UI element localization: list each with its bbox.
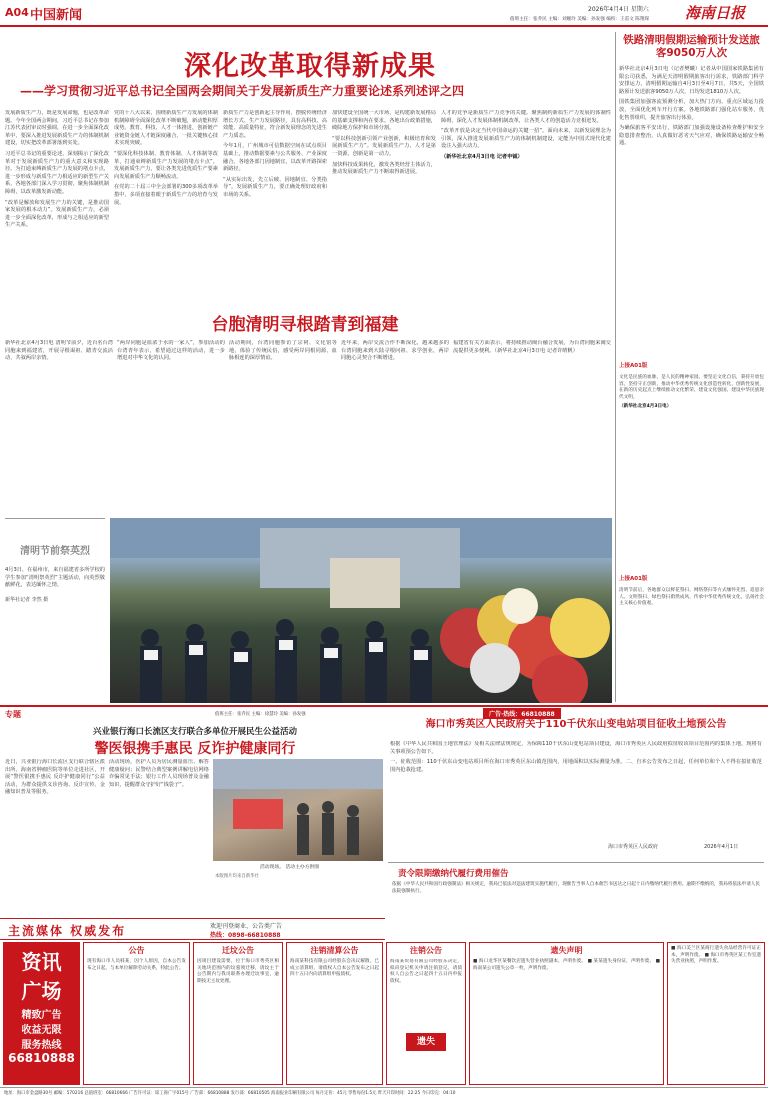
classified-title: 注销公告 <box>410 946 442 955</box>
sidebar-title: 铁路清明假期运输预计发送旅客9050万人次 <box>623 34 760 59</box>
lead-paragraph: “改革开放是决定当代中国命运的关键一招”。面向未来，以新发展理念为引领，深入推进发展新质生产力的体制机制建设，定能为中国式现代化建设注入强大动力。 <box>441 128 611 150</box>
caption-credit: 新华社记者 李然 摄 <box>5 596 49 603</box>
footer <box>0 1087 768 1097</box>
lead-column-3 <box>223 110 327 306</box>
classified-notice-2 <box>193 942 283 1085</box>
feature-column-1: 近日，兴业银行海口长流区支行联合辖区派出所、海南省肿瘤医院等单位走进社区，开展“警医银携手惠民 反诈护健康同行”公益活动，为群众提供义诊咨询、反诈宣传、金融知识普及等服务。 <box>5 759 105 796</box>
newspaper-logo: 海南日报 <box>685 4 746 22</box>
news-photo <box>110 518 612 703</box>
ad-banner-slogan: 主流媒体 权威发布 <box>8 924 127 938</box>
classified-logo-sub1: 精致广告 <box>21 1010 62 1021</box>
feature-headline: 警医银携手惠民 反诈护健康同行 <box>94 741 296 757</box>
sidebar-byline: （新华社北京4月3日电） <box>619 404 672 410</box>
classified-logo-sub2: 收益无限 <box>21 1025 62 1036</box>
lead-byline: （新华社北京4月3日电 记者申铖） <box>441 153 523 160</box>
footer-info: 地址：海口市金盘路30号 邮编：570216 总值班室：66810666 广告许可证：琼工商广字015号 广告部：66810888 发行部：66810505 海南报业印刷有限公司 每月定价：45元 零售每份1.5元 昨天开印时间：22:25 今日印完：04:10 <box>4 1091 456 1096</box>
photo-frame-line <box>5 518 105 519</box>
debt-notice <box>388 862 764 922</box>
debt-notice-body: 依据《中华人民共和国行政强制法》相关规定，我局已依法对违法建筑实施代履行，现催告当事人自本催告书送达之日起十日内缴纳代履行费用。逾期不缴纳的，我局将依法申请人民法院强制执行。 <box>392 882 760 894</box>
story-column-2: “两岸同胞是血浓于水的一家人”，参加活动的台湾青年表示，希望通过这样的活动，进一步增进对中华文化的认同。 <box>117 340 225 362</box>
editor-credits: 值班主任：张乔民 主编：刘婉玲 美编：孙发强 编校：王雷文 陈翔琛 <box>510 17 650 22</box>
classified-title: 注销清算公告 <box>310 946 359 955</box>
lead-paragraph: 党的十八大以来，围绕新质生产力发展的体制机制障碍全面深化改革不断破题，新动能积厚成势。教育、科技、人才一体推进，创新链产业链资金链人才链深度融合，一批关键核心技术实现突破。 <box>114 110 218 147</box>
issue-date: 2026年4月4日 星期六 <box>588 6 649 13</box>
caption-title: 清明节前祭英烈 <box>20 546 90 557</box>
classified-title: 迁坟公告 <box>222 946 254 955</box>
ad-banner-phone: 热线：0898-66810888 <box>210 932 281 939</box>
notice-paragraph: 根据《中华人民共和国土地管理法》及相关法律法规规定，为保障110千伏东山变电站项目建设，海口市秀英区人民政府拟征收该项目范围内的集体土地，现将有关事项预公告如下。 <box>390 741 762 755</box>
story-headline: 台胞清明寻根踏青到福建 <box>211 315 399 335</box>
classified-logo-sub3: 服务热线 <box>21 1040 62 1051</box>
lead-paragraph: “从实际出发，先立后破、因地制宜、分类指导”。发展新质生产力，要正确处理好政府和市场的关系。 <box>223 176 327 198</box>
sidebar-paragraph: 新华社北京4月3日电（记者樊曦）记者从中国国家铁路集团有限公司获悉，为满足天清明假期旅客出行需求，铁路部门科学安排运力，清明假期运输自4月3日至4月7日，共5天，全国铁路预计发送旅客9050万人次，日均发送1810万人次。 <box>619 66 764 95</box>
classified-body: 海南某贸易有限公司经股东决定，拟向登记机关申请注销登记，请债权人自公告之日起四十五日内申报债权。 <box>390 959 462 984</box>
continued-tag: 上接A01版 <box>619 363 648 369</box>
government-notice <box>388 707 764 862</box>
classified-notice-4 <box>386 942 466 1085</box>
ad-banner-invite: 欢迎刊登商业、公告类广告 <box>210 923 283 930</box>
classified-title: 遗失声明 <box>550 946 583 955</box>
lead-paragraph: 人才的竞争是新质生产力竞争的关键。聚焦制约新质生产力发展的体制性障碍，深化人才发展体制机制改革，让各类人才的创造活力竞相迸发。 <box>441 110 611 124</box>
sidebar-paragraph: 国铁集团加强客流预测分析，加大热门方向、重点区域运力投放，全面优化列车开行方案。各地铁路部门强化站车服务，优化售票组织，提升旅客出行体验。 <box>619 99 764 121</box>
masthead-rule <box>0 25 768 27</box>
classified-logo <box>3 942 80 1085</box>
classified-body: 现有海口市人员韩某，因个人原因，自本公告发布之日起，与本单位解除劳动关系，特此公告。 <box>87 959 186 971</box>
lead-headline: 深化改革取得新成果 <box>184 51 436 82</box>
feature-photo-illustration <box>213 759 383 861</box>
continued-tag: 上接A01版 <box>619 576 648 582</box>
classified-body: ■ 海口美兰区某商行遗失食品经营许可证正本，声明作废。 ■ 海口市秀英区某工作室遗失营业执照，声明作废。 <box>671 946 761 965</box>
classified-notice-5 <box>469 942 664 1085</box>
lead-column-4 <box>332 110 436 306</box>
feature-editors: 值班主任：张乔民 主编：徐慧玲 美编：孙发强 <box>215 712 306 717</box>
classified-notice-1 <box>83 942 190 1085</box>
lead-paragraph: “要以科技创新引领产业创新，积极培育和发展新质生产力”。发展新质生产力，人才是第一资源，创新是第一动力。 <box>332 135 436 157</box>
lead-column-5 <box>441 110 611 306</box>
lead-column-1 <box>5 110 109 306</box>
feature-column-2: 活动现场，医护人员为居民测量血压、解答健康疑问；民警结合典型案例讲解电信网络诈骗常见手法；银行工作人员现场普及金融知识，提醒群众守护好“钱袋子”。 <box>109 759 209 788</box>
sidebar-body <box>619 66 764 148</box>
feature-photo-caption: 活动现场。 活动主办方供图 <box>260 865 320 870</box>
classified-body: ■ 海口龙华区某餐饮店遗失营业执照副本，声明作废。 ■ 某某遗失身份证，声明作废。 ■ 海南某公司遗失公章一枚，声明作废。 <box>473 959 660 971</box>
photo-caption <box>5 545 105 695</box>
lead-paragraph: 在党的二十届三中全会部署的300多项改革举措中，多项直接着眼于新质生产力的培育与发展。 <box>114 184 218 206</box>
notice-signoff: 海口市秀英区人民政府 <box>608 844 659 850</box>
notice-date: 2026年4月1日 <box>704 844 739 850</box>
feature-kicker: 兴业银行海口长流区支行联合多单位开展民生公益活动 <box>92 727 297 737</box>
lead-paragraph: 发展新质生产力，既是发展命题，也是改革命题。今年全国两会期间，习近平总书记在参加江苏代表团审议时强调，在进一步全面深化改革中，要深入推进发展新质生产力的体制机制建设，切实把改革部署落到实处。 <box>5 110 109 147</box>
lead-paragraph: 加快建设全国统一大市场，是构建新发展格局的基础支撑和内在要求。各地出台政策措施，破除地方保护和市场分割。 <box>332 110 436 132</box>
story-column-3: 活动期间，台湾同胞参访了宗祠、文化馆等地，体验了传统民俗，感受两岸同根同源、血脉相连的深厚情谊。 <box>229 340 337 362</box>
lead-paragraph: 今年1月，广州城市可信数据空间在试点项目基础上，推动数据要素与公共服务、产业深度融合。各地各部门因地制宜，以改革开路探索新路径。 <box>223 143 327 173</box>
sidebar-body <box>619 375 764 411</box>
feature-photo <box>213 759 383 861</box>
page-number: A04 <box>5 6 29 19</box>
lead-paragraph: “要深化科技体制、教育体制、人才体制等改革，打通束缚新质生产力发展的堵点卡点”。发展新质生产力，要让各类先进优质生产要素向发展新质生产力顺畅流动。 <box>114 150 218 180</box>
classified-notice-3 <box>286 942 383 1085</box>
debt-notice-title: 责令限期缴纳代履行费用催告 <box>398 869 509 879</box>
notice-body <box>390 741 762 836</box>
feature-tag: 专题 <box>5 710 21 719</box>
sidebar-paragraph: 文化是民族的血脉，是人民的精神家园。要坚定文化自信，秉持开放包容，坚持守正创新，推动中华优秀传统文化创造性转化、创新性发展，在新的历史起点上继续推动文化繁荣、建设文化强国、建设中华民族现代文明。 <box>619 375 764 400</box>
lead-paragraph: 习近平总书记的重要论述，深刻揭示了深化改革对于发展新质生产力的重大意义和实现路径。为打通束缚新质生产力发展的堵点卡点，进一步形成与新质生产力相适应的新型生产关系，各地各部门深入学习贯彻，聚焦体制机制障碍，以改革激发新动能。 <box>5 150 109 195</box>
sidebar-paragraph: 为确保旅客平安出行，铁路部门加强设施设备检查维护和安全隐患排查整治，认真做好恶劣天气应对，确保铁路运输安全畅通。 <box>619 125 764 147</box>
lead-paragraph: 新质生产力是创新起主导作用，摆脱传统经济增长方式、生产力发展路径，具有高科技、高效能、高质量特征，符合新发展理念的先进生产力质态。 <box>223 110 327 139</box>
notice-paragraph: 一、征收范围：110千伏东山变电站项目所在海口市秀英区东山镇范围内，用地面积以实际测量为准。二、自本公告发布之日起，任何单位和个人不得在拟征收范围内抢栽抢建。 <box>390 759 762 773</box>
ad-hotline: 广告·热线：66810888 <box>483 708 561 719</box>
notice-title: 海口市秀英区人民政府关于110千伏东山变电站项目征收土地预公告 <box>425 719 727 730</box>
classified-body: 因项目建设需要，位于海口市秀英区相关地块范围内的坟墓须迁移，请坟主于公告期内与我司联系办理迁坟事宜，逾期按无主坟处理。 <box>197 959 279 984</box>
section-name: 中国新闻 <box>30 8 83 23</box>
story-column-1: 新华社北京4月3日电 清明节前夕，近百名台湾同胞来到福建省，开展寻根谒祖、踏青交流活动，共叙两岸亲情。 <box>5 340 113 362</box>
sidebar-railway-story <box>619 34 764 334</box>
classified-logo-top: 资讯 <box>21 950 62 974</box>
sidebar-continued-story <box>619 352 764 550</box>
feature-image-credit: 本版图片均来自新华社 <box>215 874 259 879</box>
classified-notice-6 <box>667 942 765 1085</box>
caption-body: 4月3日，在福州市，来自福建省多所学校的学生参加“清明祭英烈”主题活动，向英烈敬献鲜花，表达缅怀之情。 <box>5 567 105 589</box>
story-column-4: 近年来，两岸交流合作不断深化，越来越多的台湾同胞来到大陆寻根问祖、求学创业，两岸同胞心灵契合不断增进。 <box>341 340 449 362</box>
lead-subtitle: ——学习贯彻习近平总书记全国两会期间关于发展新质生产力重要论述系列述评之四 <box>20 84 465 98</box>
ad-banner <box>0 918 385 940</box>
lead-paragraph: “改革是解放和发展生产力的关键，是推动国家发展的根本动力”。发展新质生产力，必须进一步全面深化改革，形成与之相适应的新型生产关系。 <box>5 199 109 229</box>
classified-title: 公告 <box>128 946 145 955</box>
feature-section <box>0 707 385 923</box>
sidebar-body: 清明节前后，各地群众以鲜花祭扫、网络祭扫等方式缅怀先烈、追思亲人。文明祭扫、绿色祭扫蔚然成风，传承中华优秀传统文化，弘扬社会主义核心价值观。 <box>619 588 764 607</box>
masthead <box>0 0 768 28</box>
lost-badge: 遗失 <box>406 1033 446 1051</box>
classified-body: 海南某科技有限公司经股东会决议解散，已成立清算组，请债权人自本公告发布之日起四十五日内向清算组申报债权。 <box>290 959 379 978</box>
photo-illustration <box>110 518 612 703</box>
classified-logo-phone: 66810888 <box>8 1051 75 1065</box>
lead-paragraph: 加快科技成果转化，激发各类经营主体活力，推动发展新质生产力不断取得新进展。 <box>332 161 436 176</box>
sidebar-continued-story-2 <box>619 565 764 700</box>
lead-column-2 <box>114 110 218 306</box>
column-divider <box>615 32 616 702</box>
classified-logo-mid: 广场 <box>21 979 62 1003</box>
story-column-5: 福建省有关方面表示，将持续推动闽台融合发展，为台湾同胞来闽交流提供更多便利。（新华社北京4月3日电 记者许晴帆） <box>453 340 611 354</box>
